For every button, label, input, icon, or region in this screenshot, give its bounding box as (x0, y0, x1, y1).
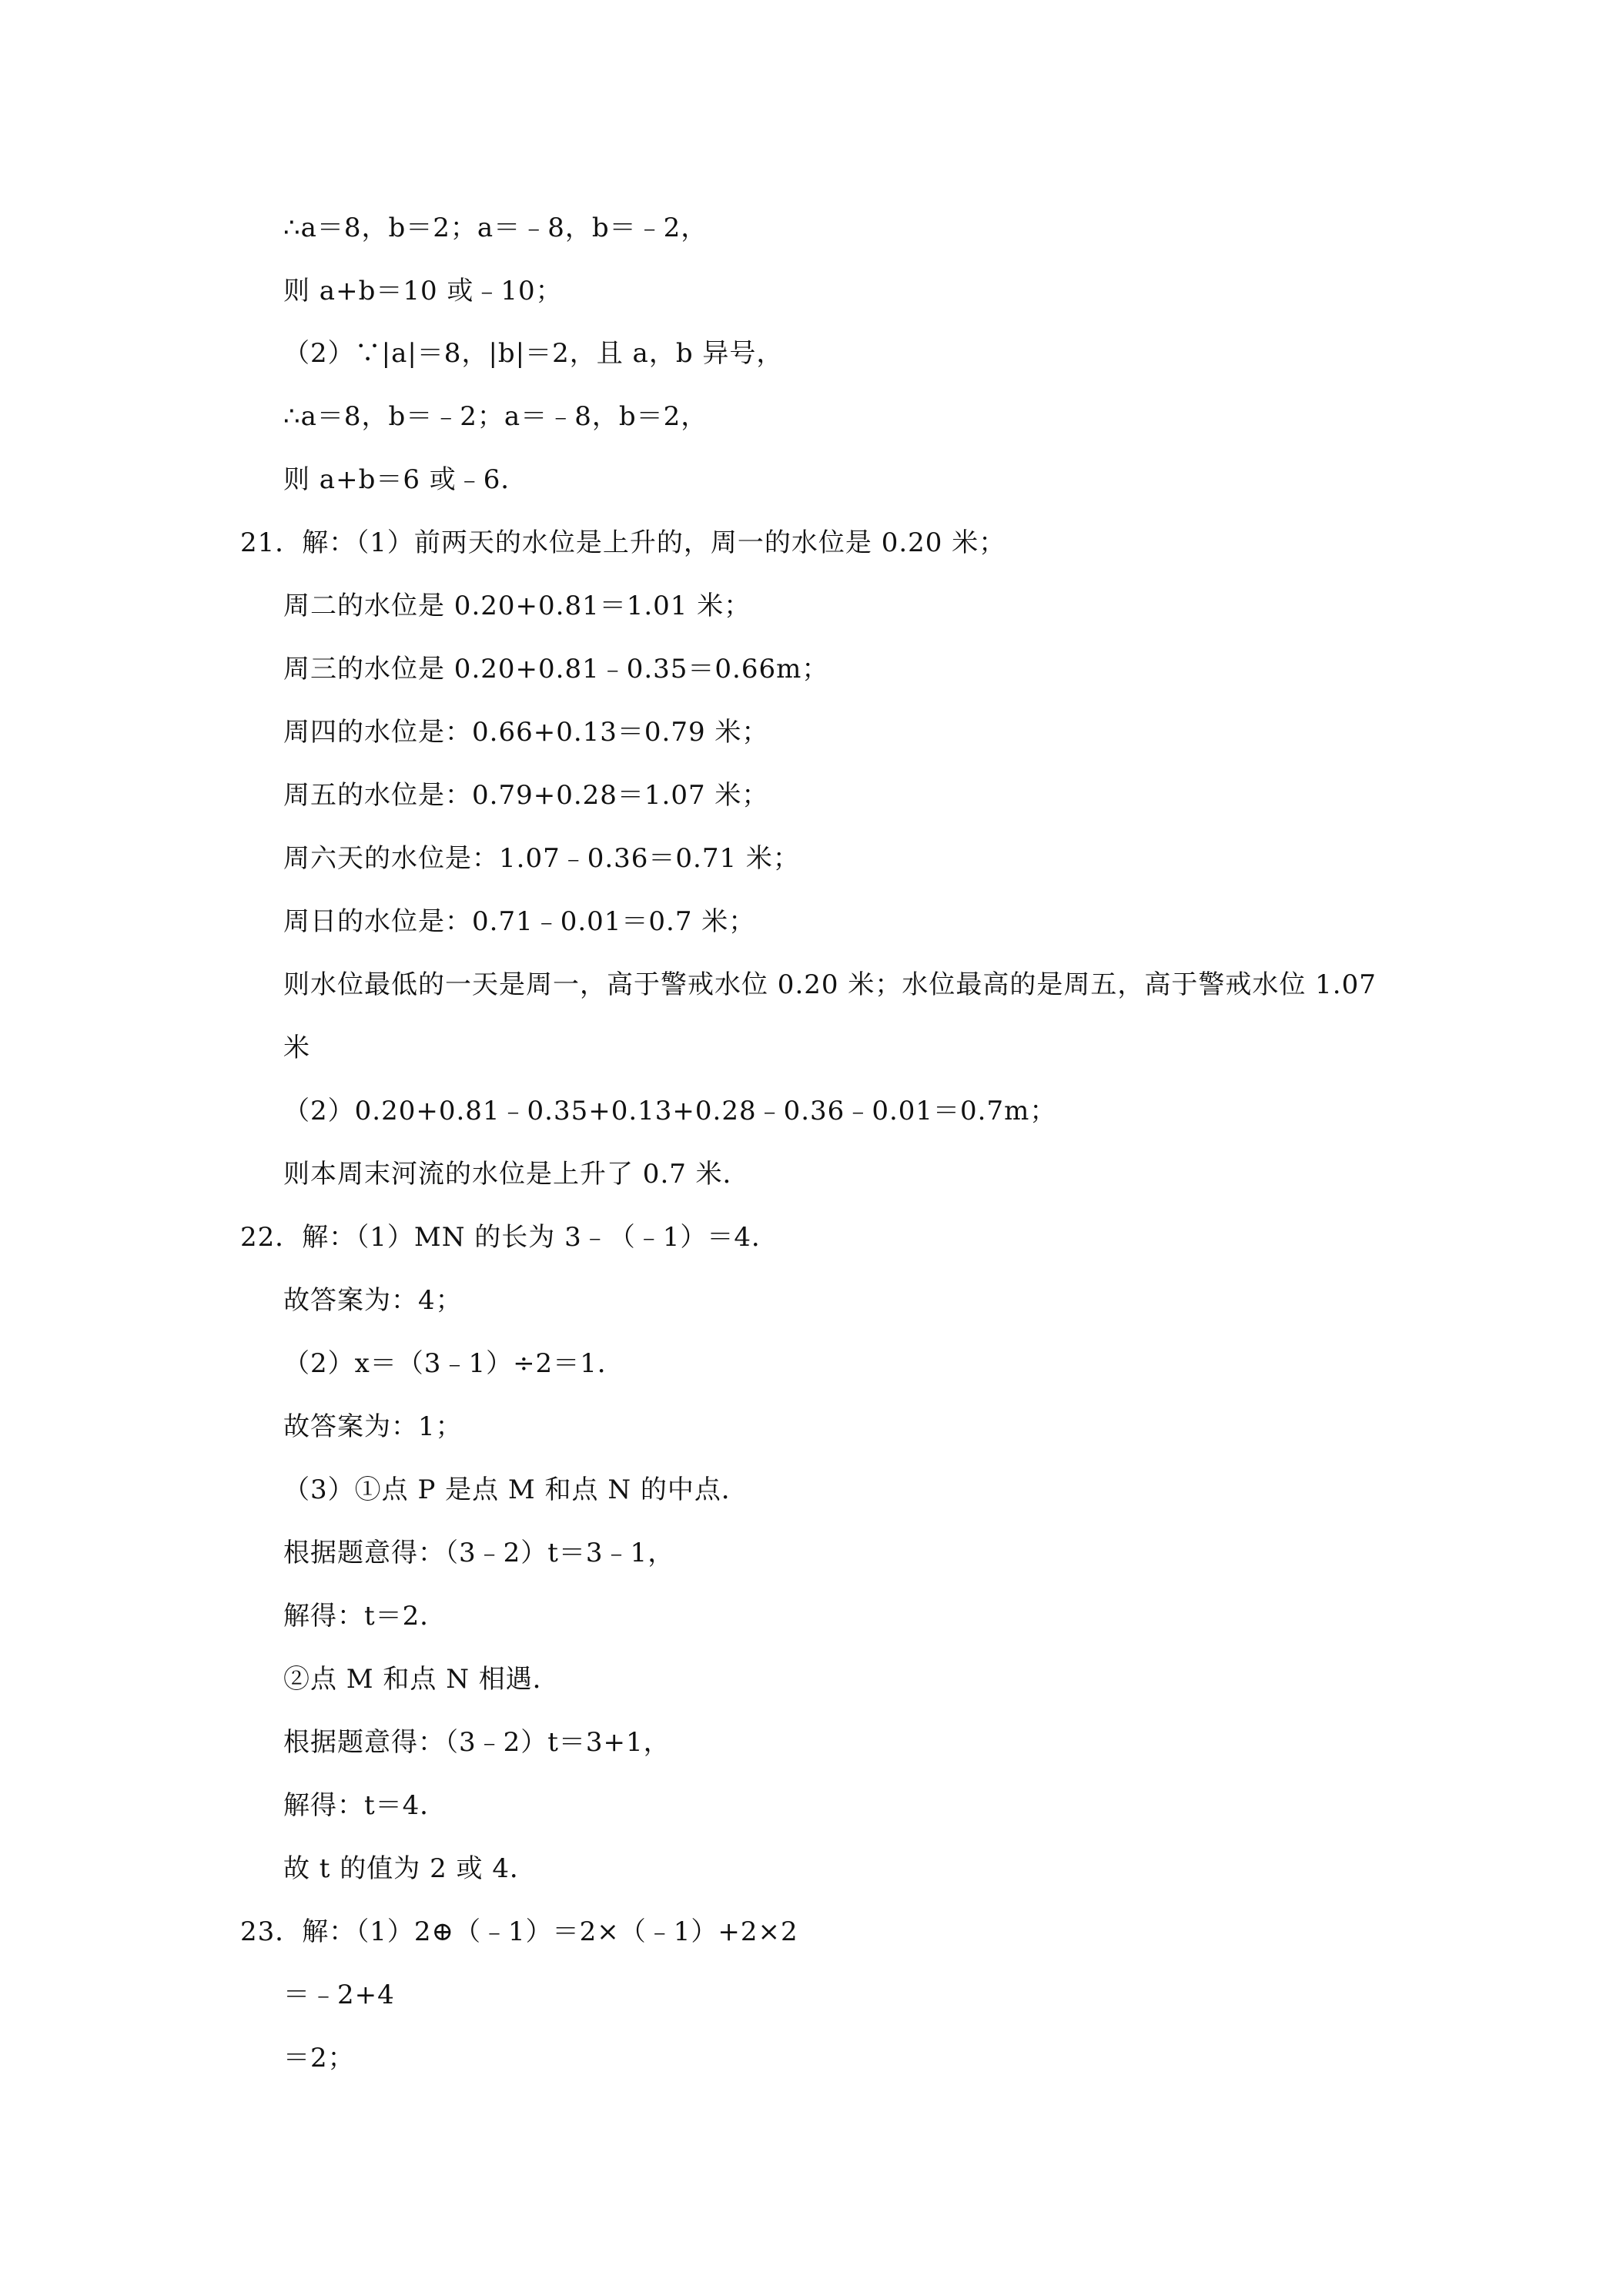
text-line: 解得：t＝4． (283, 1790, 447, 1821)
question-21-heading: 21．解：（1）前两天的水位是上升的，周一的水位是 0.20 米； (240, 527, 1006, 558)
text-line: 则 a+b＝10 或﹣10； (283, 276, 563, 306)
text-line: 周六天的水位是：1.07﹣0.36＝0.71 米； (283, 843, 800, 874)
text-line: 周二的水位是 0.20+0.81＝1.01 米； (283, 591, 751, 621)
text-line: 故答案为：4； (283, 1285, 463, 1316)
text-line: 根据题意得：（3﹣2）t＝3+1， (283, 1727, 671, 1758)
text-line: （3）①点 P 是点 M 和点 N 的中点． (283, 1474, 748, 1505)
text-line: 周四的水位是：0.66+0.13＝0.79 米； (283, 717, 769, 748)
question-23-heading: 23．解：（1）2⊕（﹣1）＝2×（﹣1）+2×2 (240, 1916, 798, 1947)
text-line: 则水位最低的一天是周一，高于警戒水位 0.20 米；水位最高的是周五，高于警戒水位 1.07 (283, 969, 1377, 1000)
text-line: 周五的水位是：0.79+0.28＝1.07 米； (283, 780, 769, 811)
text-line: ＝2； (283, 2043, 355, 2073)
text-line: （2）x＝（3﹣1）÷2＝1． (283, 1348, 624, 1379)
text-line: ∴a＝8，b＝2；a＝﹣8，b＝﹣2， (283, 213, 708, 243)
text-line: 则本周末河流的水位是上升了 0.7 米． (283, 1159, 750, 1190)
text-line: 周日的水位是：0.71﹣0.01＝0.7 米； (283, 906, 756, 937)
text-line: 故答案为：1； (283, 1411, 463, 1442)
question-22-heading: 22．解：（1）MN 的长为 3﹣（﹣1）＝4． (240, 1222, 778, 1253)
text-line: ∴a＝8，b＝﹣2；a＝﹣8，b＝2， (283, 401, 708, 432)
text-line: 根据题意得：（3﹣2）t＝3﹣1， (283, 1538, 675, 1568)
text-line: ＝﹣2+4 (283, 1980, 395, 2010)
text-line: 则 a+b＝6 或﹣6． (283, 464, 528, 495)
text-line: ②点 M 和点 N 相遇． (283, 1664, 560, 1695)
text-line: 解得：t＝2． (283, 1601, 447, 1632)
text-line: （2）0.20+0.81﹣0.35+0.13+0.28﹣0.36﹣0.01＝0.7m； (283, 1096, 1057, 1126)
text-line: 米 (283, 1033, 310, 1063)
text-line: 周三的水位是 0.20+0.81﹣0.35＝0.66m； (283, 654, 829, 684)
text-line: 故 t 的值为 2 或 4． (283, 1853, 537, 1884)
text-line: （2）∵|a|＝8，|b|＝2，且 a，b 异号， (283, 338, 784, 369)
